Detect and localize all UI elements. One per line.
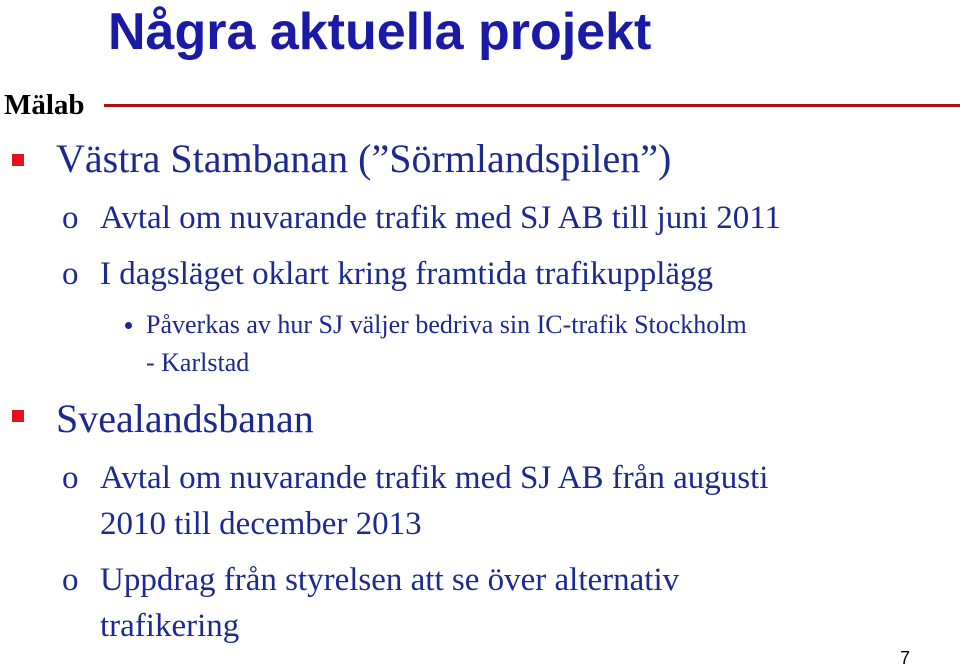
list-item	[62, 560, 679, 600]
list-item-text-line1: Avtal om nuvarande trafik med SJ AB från augusti	[100, 460, 769, 496]
square-bullet-icon	[12, 154, 24, 166]
sub-item-text-line1: Påverkas av hur SJ väljer bedriva sin IC-trafik Stockholm	[146, 310, 747, 339]
list-item	[62, 254, 713, 294]
list-item-text-line1: Uppdrag från styrelsen att se över alternativ	[100, 562, 680, 598]
square-bullet-icon	[12, 410, 24, 422]
section-heading-svealandsbanan: Svealandsbanan	[56, 396, 314, 441]
list-item-text-line2: trafikering	[100, 608, 240, 644]
circle-bullet-icon: o	[62, 460, 79, 496]
list-item	[62, 458, 768, 498]
page-number: 7	[899, 648, 910, 668]
organization-label: Mälab	[4, 89, 85, 121]
header-rule	[104, 104, 960, 107]
list-item-text-line2: 2010 till december 2013	[100, 506, 422, 542]
list-item	[62, 198, 781, 238]
circle-bullet-icon: o	[62, 256, 79, 292]
circle-bullet-icon: o	[62, 562, 79, 598]
circle-bullet-icon: o	[62, 200, 79, 236]
list-item-text: I dagsläget oklart kring framtida trafikupplägg	[100, 256, 714, 292]
sub-item-text-line2: - Karlstad	[146, 348, 250, 377]
section-heading-vastra-stambanan: Västra Stambanan (”Sörmlandspilen”)	[56, 136, 672, 181]
list-item-text: Avtal om nuvarande trafik med SJ AB till juni 2011	[100, 200, 781, 236]
dot-bullet-icon	[125, 322, 132, 329]
page-title: Några aktuella projekt	[108, 3, 652, 61]
